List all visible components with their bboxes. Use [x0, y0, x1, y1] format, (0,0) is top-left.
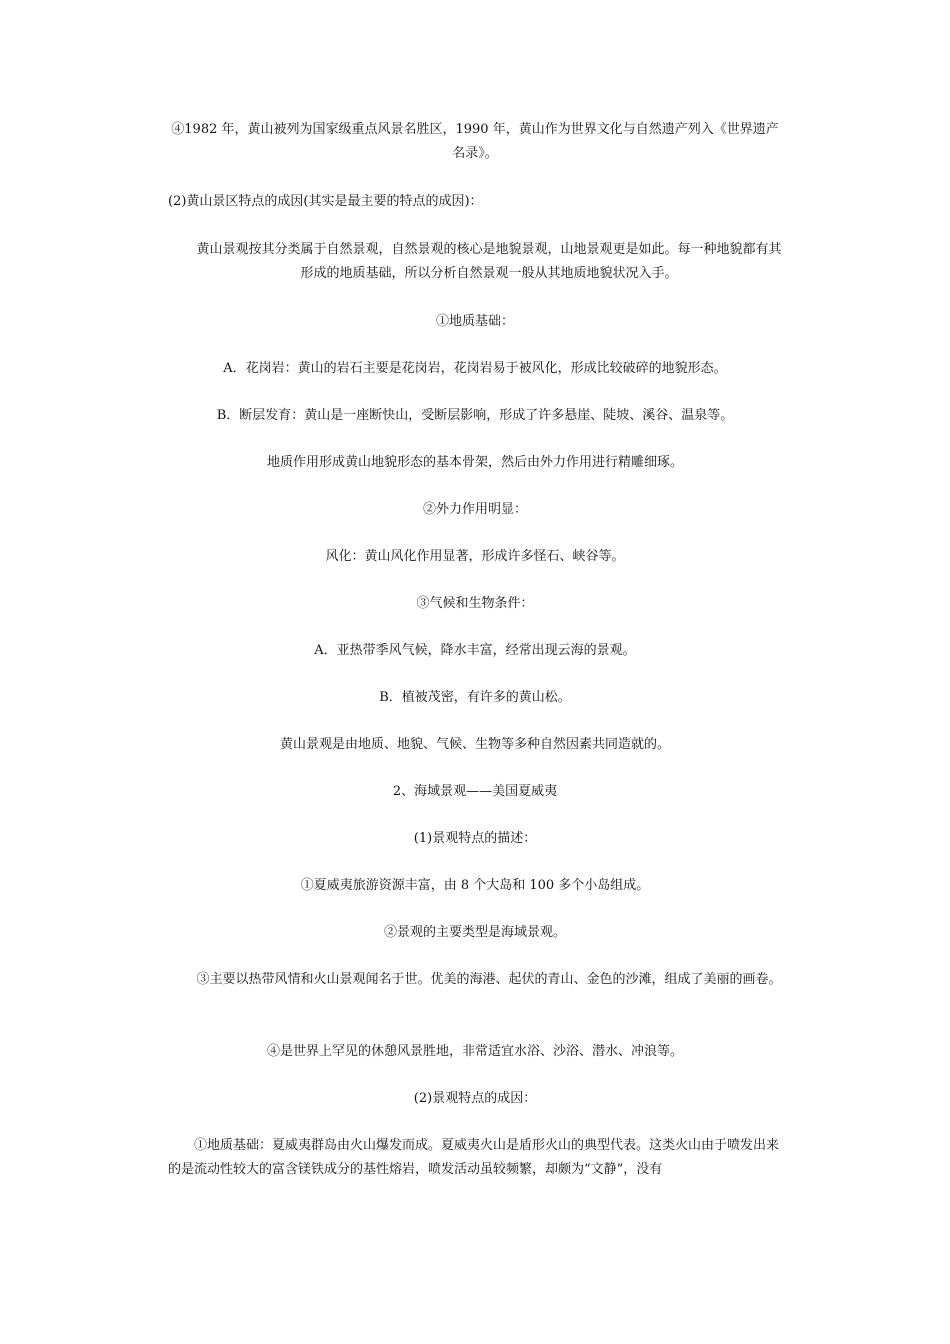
paragraph-external-force-heading: ②外力作用明显：	[422, 502, 527, 517]
paragraph-hawaii-heading: 2、海域景观——美国夏威夷	[392, 784, 558, 799]
paragraph-geology-summary: 地质作用形成黄山地貌形态的基本骨架，然后由外力作用进行精雕细琢。	[266, 455, 683, 470]
paragraph-weathering: 风化：黄山风化作用显著，形成许多怪石、峡谷等。	[325, 549, 625, 564]
paragraph-monsoon: A．亚热带季风气候，降水丰富，经常出现云海的景观。	[314, 643, 636, 658]
paragraph-huangshan-heritage: ④1982 年，黄山被列为国家级重点风景名胜区，1990 年，黄山作为世界文化与自然遗产列入《世界遗产名录》。	[171, 122, 779, 161]
paragraph-hawaii-features-heading: (1)景观特点的描述：	[413, 831, 537, 846]
paragraph-huangshan-summary: 黄山景观是由地质、地貌、气候、生物等多种自然因素共同造就的。	[279, 737, 670, 752]
paragraph-fault: B．断层发育：黄山是一座断快山，受断层影响，形成了许多悬崖、陡坡、溪谷、温泉等。	[216, 408, 734, 423]
paragraph-hawaii-islands: ①夏威夷旅游资源丰富，由 8 个大岛和 100 多个小岛组成。	[300, 878, 650, 893]
paragraph-granite: A．花岗岩：黄山的岩石主要是花岗岩，花岗岩易于被风化，形成比较破碎的地貌形态。	[223, 361, 727, 376]
paragraph-hawaii-type: ②景观的主要类型是海域景观。	[383, 925, 566, 940]
paragraph-hawaii-causes-heading: (2)景观特点的成因：	[413, 1091, 537, 1106]
paragraph-climate-heading: ③气候和生物条件：	[416, 596, 534, 611]
paragraph-vegetation: B．植被茂密，有许多的黄山松。	[379, 690, 571, 705]
paragraph-geology-heading: ①地质基础：	[435, 314, 514, 329]
paragraph-huangshan-intro: 黄山景观按其分类属于自然景观，自然景观的核心是地貌景观，山地景观更是如此。每一种地貌都有其形成的地质基础，所以分析自然景观一般从其地质地貌状况入手。	[196, 242, 782, 281]
paragraph-huangshan-causes-heading: (2)黄山景区特点的成因(其实是最主要的特点的成因)：	[168, 194, 483, 209]
paragraph-hawaii-geology: ①地质基础：夏威夷群岛由火山爆发而成。夏威夷火山是盾形火山的典型代表。这类火山由于喷发出来的是流动性较大的富含镁铁成分的基性熔岩，喷发活动虽较频繁，却颇为“文静”，没有	[168, 1138, 780, 1177]
paragraph-hawaii-scenery: ③主要以热带风情和火山景观闻名于世。优美的海港、起伏的青山、金色的沙滩，组成了美丽的画卷。	[196, 972, 782, 987]
paragraph-hawaii-resort: ④是世界上罕见的休憩风景胜地，非常适宜水浴、沙浴、潜水、冲浪等。	[266, 1044, 683, 1059]
